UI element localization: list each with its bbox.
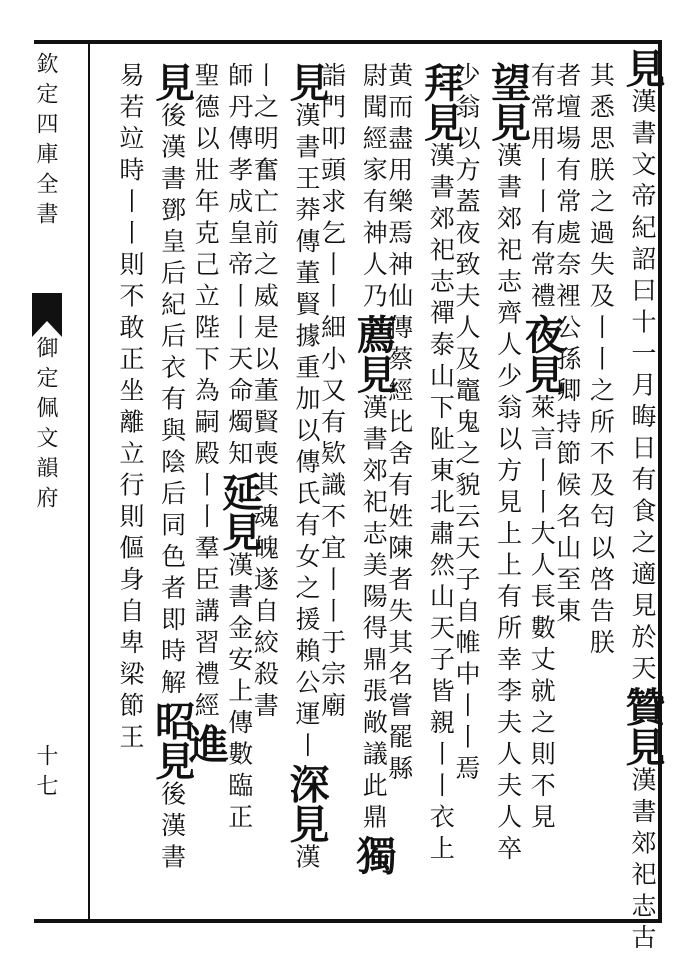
headword: 延見: [215, 471, 263, 552]
headword: 昭見: [148, 700, 196, 781]
headword: 見: [283, 62, 330, 102]
section-title: 御定佩文韻府: [33, 336, 58, 516]
text-run: 黄而盡用樂焉神仙傳蔡經比舍有姓陳者失其名嘗罷縣: [384, 62, 414, 787]
headword: 見: [619, 48, 666, 88]
text-run: 公孫卿持節候名山至東: [552, 314, 582, 629]
text-run: 漢書郊祀志美陽得鼎張敞議此鼎: [359, 394, 389, 835]
text-run: 師丹傳孝成皇帝丨丨天命燭知: [224, 62, 254, 472]
headword: 獨: [350, 835, 398, 875]
text-column: [283, 62, 330, 875]
text-column: [118, 62, 143, 755]
text-run: 細小又有欵識不宜丨丨于宗廟: [317, 314, 347, 724]
headword: 見: [148, 62, 196, 102]
text-run: 萊言丨丨大人長數丈就之則不見: [527, 394, 557, 835]
text-column: [484, 62, 532, 867]
text-column: [350, 62, 398, 875]
left-inner-border-rule: [88, 40, 90, 923]
fishtail-mark: [32, 293, 62, 321]
text-run: 梁節王: [116, 660, 145, 755]
text-run: 丨之明奮亡前之威是以董賢喪其魂魄遂自絞殺: [250, 62, 280, 692]
headword: 贊見: [619, 686, 666, 767]
text-run: 漢書郊祀志禪泰山下阯東北肅然山天子皆親丨丨衣上: [426, 142, 456, 867]
text-run: 詣門叩頭求乞丨丨: [317, 62, 347, 314]
text-run: 聖德以壯年克己立陛下為嗣: [191, 62, 221, 440]
text-run: 漢書郊祀志齊人少翁以方見上上有所幸李夫人夫人卒: [493, 142, 523, 867]
headword: 薦見: [350, 314, 398, 394]
book-title: 欽定四庫全書: [33, 52, 58, 232]
headword: 望見: [484, 62, 532, 142]
headword: 深見: [283, 763, 330, 844]
text-run: 少翁以方蓋夜致夫人及竈鬼之貌云天子自帷中丨丨焉: [452, 62, 481, 787]
bottom-border-rule: [34, 919, 662, 923]
text-run: 漢書王莽傳董賢據重加以傳氏有女之援賴公運丨: [292, 102, 321, 764]
headword: 拜見: [417, 62, 465, 142]
text-column: [417, 62, 465, 867]
headword: 夜見: [518, 314, 566, 394]
headword: 進: [182, 723, 230, 764]
text-run: 有常用丨丨有常禮: [527, 62, 557, 314]
text-run: 後漢書鄧皇后紀后衣有與陰后同色者即時解: [157, 102, 187, 701]
text-run: 漢: [292, 843, 321, 875]
top-border-rule: [34, 40, 662, 44]
text-run: 漢書郊祀志古: [628, 766, 657, 956]
text-run: 漢書文帝紀詔曰十一月晦日有食之適見於天: [628, 88, 657, 687]
text-run: 尉聞經家有神人乃: [359, 62, 389, 314]
text-run: 後漢書: [157, 780, 187, 875]
text-run: 易若竝時丨丨則不敢正坐離立行則傴身自卑: [116, 62, 145, 661]
text-column: [148, 62, 196, 875]
text-run: 書: [250, 692, 280, 724]
text-run: 其悉思朕之過失及丨丨之所不及匄以啓告朕: [586, 62, 616, 661]
page-number: 十七: [33, 744, 58, 804]
text-run: 者壇場有常處奈裡: [552, 62, 582, 314]
text-run: 漢書金安上傳數臨正: [224, 551, 254, 835]
text-column: [586, 62, 616, 661]
text-run: 殿丨丨羣臣講習禮經: [191, 440, 221, 724]
text-column: [619, 48, 666, 956]
